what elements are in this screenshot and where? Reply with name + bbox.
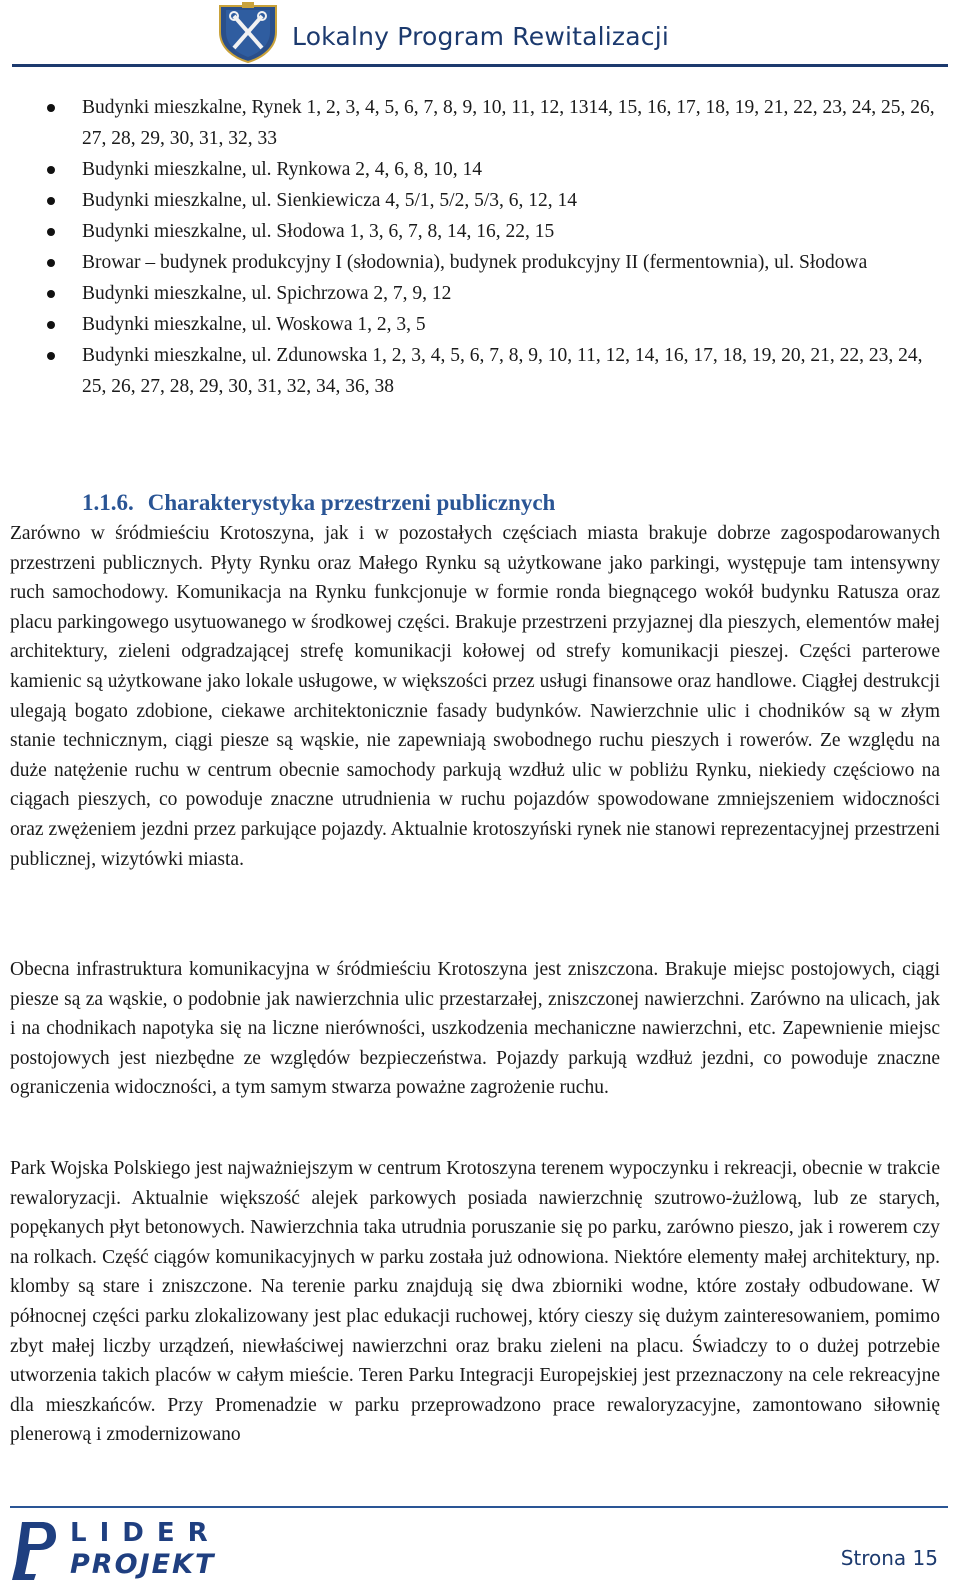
header-title: Lokalny Program Rewitalizacji (292, 22, 670, 51)
bullet-icon (47, 290, 55, 298)
list-item (20, 309, 950, 340)
bullet-icon (47, 104, 55, 112)
bullet-icon (47, 166, 55, 174)
list-item (20, 92, 950, 154)
logo-line-1: LIDER (70, 1518, 221, 1548)
lider-projekt-logo-icon (12, 1516, 58, 1582)
building-list (20, 92, 950, 402)
footer-divider (10, 1506, 948, 1508)
list-item-text: Budynki mieszkalne, ul. Zdunowska 1, 2, 3, 4, 5, 6, 7, 8, 9, 10, 11, 12, 14, 16, 17, 18, 19, 20, 21, 22, 23, 24, 25, 26, 27, 28, 29, 30, 31, 32, 34, 36, 38 (82, 345, 923, 397)
section-number: 1.1.6. (82, 490, 134, 515)
bullet-icon (47, 259, 55, 267)
list-item (20, 216, 950, 247)
logo-line-2: PROJEKT (70, 1549, 216, 1580)
list-item-text: Budynki mieszkalne, ul. Spichrzowa 2, 7, 9, 12 (82, 283, 452, 304)
list-item (20, 340, 950, 402)
bullet-icon (47, 321, 55, 329)
section-heading (82, 490, 555, 516)
paragraph-public-spaces: Zarówno w śródmieściu Krotoszyna, jak i w pozostałych częściach miasta brakuje dobrze zagospodarowanych przestrzeni publicznych. Płyty Rynku oraz Małego Rynku są użytkowane jako parkingi, występuje tam intensywny ruch samochodowy. Komunikacja na Rynku funkcjonuje w formie ronda biegnącego wokół budynku Ratusza oraz placu parkingowego usytuowanego w środkowej części. Brakuje przestrzeni przyjaznej dla pieszych, elementów małej architektury, zieleni odgradzającej strefę komunikacji kołowej od strefy komunikacji pieszej. Części parterowe kamienic są użytkowane jako lokale usługowe, w większości przez usługi finansowe oraz handlowe. Ciągłej destrukcji ulegają bogato zdobione, ciekawe architektonicznie fasady budynków. Nawierzchnie ulic i chodników są w złym stanie technicznym, ciągi piesze są wąskie, nie zapewniają swobodnego ruchu pieszych i rowerów. Ze względu na duże natężenie ruchu w centrum obecnie samochody parkują wzdłuż ulic w pobliżu Rynku, niekiedy częściowo na ciągach pieszych, co powoduje znaczne utrudnienia w ruchu pojazdów spowodowane zmniejszeniem widoczności oraz zwężeniem jezdni przez parkujące pojazdy. Aktualnie krotoszyński rynek nie stanowi reprezentacyjnej przestrzeni publicznej, wizytówki miasta. (10, 523, 940, 870)
lider-projekt-logo (12, 1514, 232, 1586)
list-item (20, 278, 950, 309)
page-number: Strona 15 (840, 1546, 938, 1570)
list-item-text: Browar – budynek produkcyjny I (słodownia), budynek produkcyjny II (fermentownia), ul. Słodowa (82, 252, 868, 273)
section-title: Charakterystyka przestrzeni publicznych (147, 490, 556, 515)
list-item (20, 185, 950, 216)
list-item-text: Budynki mieszkalne, Rynek 1, 2, 3, 4, 5, 6, 7, 8, 9, 10, 11, 12, 1314, 15, 16, 17, 18, 19, 21, 22, 23, 24, 25, 26, 27, 28, 29, 30, 31, 32, 33 (82, 97, 935, 149)
page-header (0, 0, 960, 66)
list-item (20, 154, 950, 185)
bullet-icon (47, 197, 55, 205)
list-item-text: Budynki mieszkalne, ul. Woskowa 1, 2, 3, 5 (82, 314, 426, 335)
bullet-icon (47, 352, 55, 360)
header-divider (12, 64, 948, 67)
list-item-text: Budynki mieszkalne, ul. Sienkiewicza 4, 5/1, 5/2, 5/3, 6, 12, 14 (82, 190, 578, 211)
paragraph-infrastructure: Obecna infrastruktura komunikacyjna w śródmieściu Krotoszyna jest zniszczona. Brakuje miejsc postojowych, ciągi piesze są za wąskie, o podobnie jak nawierzchnia ulic przestarzałej, zniszczonej nawierzchni. Zarówno na ulicach, jak i na chodnikach napotyka się na liczne nierówności, uszkodzenia mechaniczne nawierzchni, etc. Zapewnienie miejsc postojowych jest niezbędne ze względów bezpieczeństwa. Pojazdy parkują wzdłuż jezdni, co powoduje znaczne ograniczenia widoczności, a tym samym stwarza poważne zagrożenie ruchu. (10, 959, 940, 1099)
bullet-icon (47, 228, 55, 236)
list-item-text: Budynki mieszkalne, ul. Rynkowa 2, 4, 6, 8, 10, 14 (82, 159, 483, 180)
list-item (20, 247, 950, 278)
paragraph-park: Park Wojska Polskiego jest najważniejszym w centrum Krotoszyna terenem wypoczynku i rekreacji, obecnie w trakcie rewaloryzacji. Aktualnie większość alejek parkowych posiada nawierzchnię szutrowo-żużlową, lub ze starych, popękanych płyt betonowych. Nawierzchnia taka utrudnia poruszanie się po parku, zarówno pieszo, jak i rowerem czy na rolkach. Część ciągów komunikacyjnych w parku została już odnowiona. Niektóre elementy małej architektury, np. klomby są stare i zniszczone. Na terenie parku znajdują się dwa zbiorniki wodne, które zostały odbudowane. W północnej części parku zlokalizowany jest plac edukacji ruchowej, który cieszy się dużym zainteresowaniem, pomimo zbyt małej liczby urządzeń, niewłaściwej nawierzchni oraz braku zieleni na placu. Świadczy to o dużej potrzebie utworzenia takich placów w całym mieście. Teren Parku Integracji Europejskiej jest przeznaczony na cele rekreacyjne dla mieszkańców. Przy Promenadzie w parku przeprowadzono prace rewaloryzacyjne, zamontowano siłownię plenerową i zmodernizowano (10, 1158, 940, 1446)
coat-of-arms-icon (214, 2, 282, 64)
list-item-text: Budynki mieszkalne, ul. Słodowa 1, 3, 6, 7, 8, 14, 16, 22, 15 (82, 221, 555, 242)
